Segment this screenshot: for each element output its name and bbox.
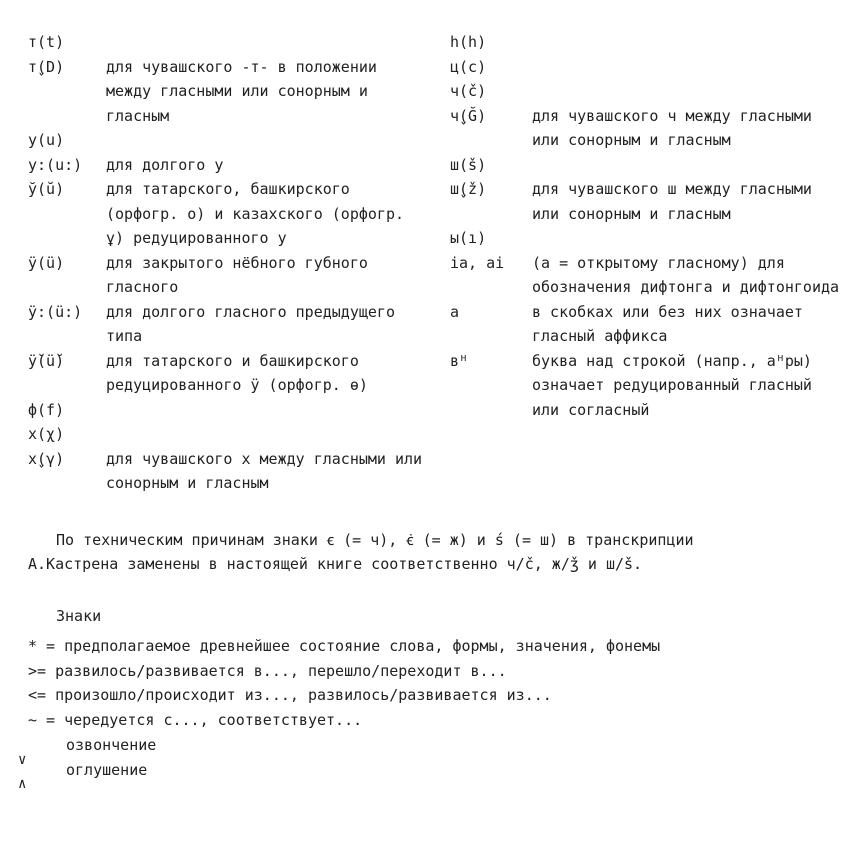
table-row	[28, 128, 428, 153]
entry-description	[532, 79, 842, 104]
entry-description	[532, 226, 842, 251]
entry-symbol: т(t)	[28, 33, 65, 51]
entry-symbol: ia, ai	[450, 253, 505, 272]
table-row	[450, 226, 842, 251]
table-row	[450, 300, 842, 349]
technical-note	[28, 528, 828, 576]
technical-note-line: По техническим причинам знаки ꞓ (= ч), ꞓ̇ (= ж) и ś (= ш) в транскрипции	[56, 531, 694, 549]
entry-symbol: ÿ:(ü:)	[28, 302, 83, 321]
list-item: >= развилось/развивается в..., перешло/переходит в...	[28, 661, 507, 680]
entry-symbol: вᴴ	[450, 351, 469, 370]
entry-description: для закрытого нёбного губного гласного	[106, 253, 368, 296]
entry-description: буква над строкой (напр., аᴴры) означает редуцированный гласный или согласный	[532, 351, 812, 419]
table-row	[28, 55, 428, 129]
entry-symbol: ч(č)	[450, 82, 487, 100]
table-row	[28, 447, 428, 496]
entry-description: (a = открытому гласному) для обозначения дифтонга и дифтонгоида	[532, 253, 840, 296]
technical-note-line: А.Кастрена заменены в настоящей книге соответственно ч/č, ж/ǯ и ш/š.	[28, 555, 643, 573]
signs-list	[28, 634, 828, 732]
table-row	[450, 177, 842, 226]
entry-description	[106, 398, 428, 423]
table-row	[28, 177, 428, 251]
list-item: ~ = чередуется с..., соответствует...	[28, 710, 363, 729]
entry-symbol: у:(u:)	[28, 155, 83, 174]
entry-description	[106, 30, 428, 55]
table-row	[28, 153, 428, 178]
entry-symbol: ÿ(ü)	[28, 253, 65, 272]
voicing-mark-icon: ∨	[18, 752, 27, 768]
entry-symbol: ÿ̆(ü̆)	[28, 351, 65, 370]
entry-symbol: ц(c)	[450, 57, 487, 76]
entry-symbol: ш(š)	[450, 155, 487, 174]
transcription-table-left	[28, 30, 428, 496]
table-row	[28, 300, 428, 349]
table-row	[450, 251, 842, 300]
entry-symbol: ш̬(ž)	[450, 180, 487, 198]
table-row	[450, 55, 842, 80]
entry-symbol: ф(f)	[28, 400, 65, 419]
entry-symbol: ы(ı)	[450, 229, 487, 247]
entry-description	[532, 153, 842, 178]
entry-description: в скобках или без них означает гласный аффикса	[532, 302, 803, 345]
signs-heading: Знаки	[56, 607, 102, 625]
entry-symbol: у(u)	[28, 131, 65, 149]
table-row	[28, 398, 428, 423]
devoicing-mark-icon: ∧	[18, 776, 27, 792]
entry-description: для татарского и башкирского редуцированного ÿ (орфогр. ө)	[106, 351, 368, 394]
table-row	[450, 104, 842, 153]
table-row	[28, 251, 428, 300]
list-item: <= произошло/происходит из..., развилось/развивается из...	[28, 686, 552, 704]
entry-description	[532, 30, 842, 55]
table-row	[450, 79, 842, 104]
entry-symbol: х(χ)	[28, 425, 65, 443]
voicing-label: озвончение	[66, 736, 157, 754]
entry-symbol: х̬(γ)	[28, 449, 65, 468]
entry-description	[106, 422, 428, 447]
transcription-table-right	[450, 30, 842, 422]
entry-description: для татарского, башкирского (орфогр. о) и казахского (орфогр. ұ) редуцированного у	[106, 180, 405, 247]
entry-symbol: т̬(D)	[28, 57, 65, 76]
entry-description: для чувашского ш между гласными или сонорным и гласным	[532, 180, 812, 223]
entry-description	[532, 55, 842, 80]
entry-description: для чувашского ч между гласными или сонорным и гласным	[532, 106, 812, 149]
table-row	[28, 422, 428, 447]
table-row	[28, 30, 428, 55]
entry-symbol: ў(ŭ)	[28, 180, 65, 198]
devoicing-label: оглушение	[66, 761, 148, 779]
entry-description: для чувашского х между гласными или сонорным и гласным	[106, 449, 423, 492]
table-row	[28, 349, 428, 398]
entry-description	[106, 128, 428, 153]
entry-description: для чувашского -т- в положении между гласными или сонорным и гласным	[106, 57, 377, 125]
table-row	[450, 30, 842, 55]
entry-symbol: a	[450, 302, 460, 321]
list-item: * = предполагаемое древнейшее состояние слова, формы, значения, фонемы	[28, 637, 661, 655]
table-row	[450, 153, 842, 178]
entry-symbol: ч̬(Ğ)	[450, 106, 487, 125]
table-row	[450, 349, 842, 423]
entry-description: для долгого у	[106, 155, 224, 174]
entry-description: для долгого гласного предыдущего типа	[106, 302, 395, 345]
entry-symbol: һ(h)	[450, 33, 487, 51]
